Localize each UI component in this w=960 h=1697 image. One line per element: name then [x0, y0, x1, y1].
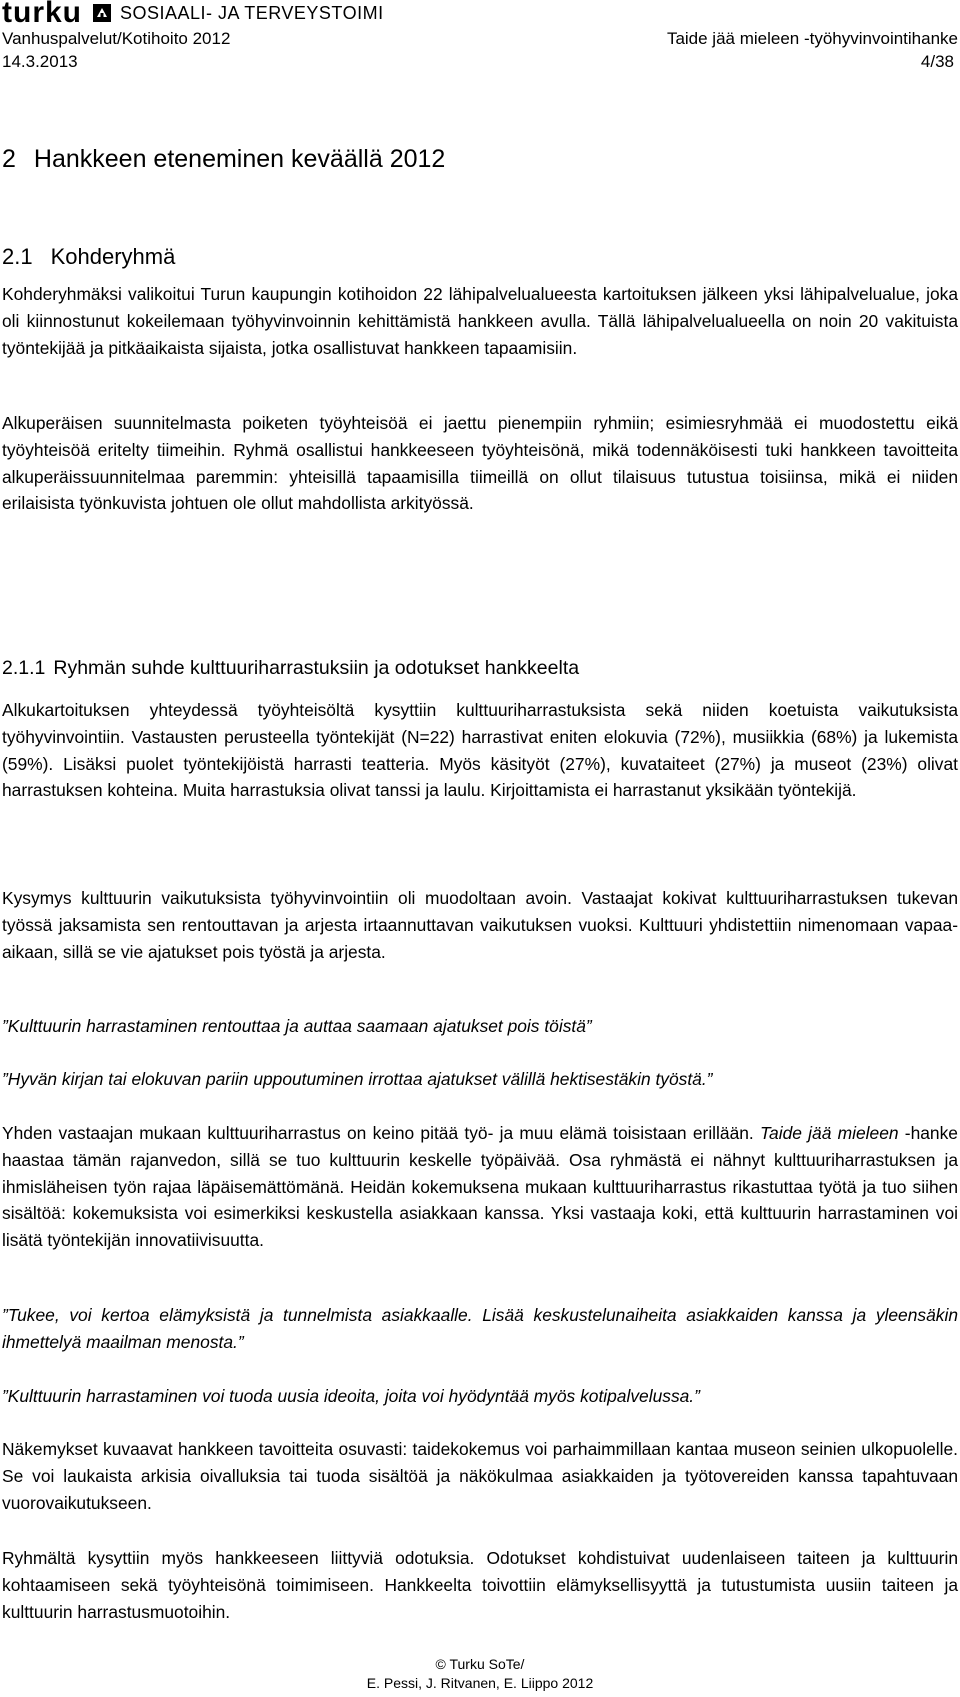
subsubsection-heading [2, 657, 579, 680]
section-title: Hankkeen eteneminen keväällä 2012 [33, 145, 446, 173]
city-emblem-icon [92, 3, 112, 23]
subsubsection-title: Ryhmän suhde kulttuuriharrastuksiin ja odotukset hankkeelta [53, 657, 580, 679]
body-paragraph: Kohderyhmäksi valikoitui Turun kaupungin kotihoidon 22 lähipalvelualueesta kartoituksen jälkeen yksi lähipalvelualue, joka oli kiinnostunut kokeilemaan työhyvinvoinnin kehittämistä hankkeen avulla. Tällä lähipalvelualueella on noin 20 vakituista työntekijää ja pitkäaikaista sijaista, jotka osallistuvat hankkeen tapaamisiin. [2, 284, 958, 358]
header-logo [0, 0, 440, 29]
footer-authors: E. Pessi, J. Ritvanen, E. Liippo 2012 [366, 1675, 594, 1691]
quote: ”Kulttuurin harrastaminen voi tuoda uusia ideoita, joita voi hyödyntää myös kotipalvelussa.” [2, 1386, 700, 1406]
project-name-emphasis: Taide jää mieleen [760, 1123, 899, 1143]
quote: ”Hyvän kirjan tai elokuvan pariin uppoutuminen irrottaa ajatukset välillä hektisestäkin työstä.” [2, 1069, 713, 1089]
org-name: SOSIAALI- JA TERVEYSTOIMI [120, 3, 384, 23]
header-date: 14.3.2013 [2, 52, 78, 71]
body-paragraph: Alkuperäisen suunnitelmasta poiketen työyhteisöä ei jaettu pienempiin ryhmiin; esimiesryhmää ei muodostettu eikä työyhteisöä eritelty tiimeihin. Ryhmä osallistui hankkeeseen työyhteisönä, mikä todennäköisesti tuki hankkeen tavoitteita alkuperäissuunnitelmaa paremmin: yhteisillä tapaamisilla tiimeillä on ollut tilaisuus tutustua toisiinsa, mikä ei niiden erilaisista työnkuvista johtuen ole ollut mahdollista arkityössä. [2, 413, 958, 514]
page-number: 4/38 [920, 52, 954, 71]
header-project: Taide jää mieleen -työhyvinvointihanke [666, 29, 958, 48]
subsection-title: Kohderyhmä [50, 244, 176, 269]
subsection-number: 2.1 [2, 244, 33, 269]
body-paragraph: Kysymys kulttuurin vaikutuksista työhyvinvointiin oli muodoltaan avoin. Vastaajat kokivat kulttuuriharrastuksen tukevan työssä jaksamista sen rentouttavan ja arjesta irtaannuttavan vaikutuksen vuoksi. Kulttuuri yhdistettiin nimenomaan vapaa-aikaan, sillä se vie ajatukset pois työstä ja arjesta. [2, 888, 958, 962]
body-paragraph: Näkemykset kuvaavat hankkeen tavoitteita osuvasti: taidekokemus voi parhaimmillaan kantaa museon seinien ulkopuolelle. Se voi laukaista arkisia oivalluksia tai tuoda sisältöä ja näkökulmaa asiakkaiden ja työtovereiden kanssa tapahtuvaan vuorovaikutukseen. [2, 1439, 958, 1513]
text-run: Yhden vastaajan mukaan kulttuuriharrastus on keino pitää työ- ja muu elämä toisistaan erillään. [2, 1123, 761, 1143]
header-unit: Vanhuspalvelut/Kotihoito 2012 [2, 29, 231, 48]
text-run: -hanke haastaa tämän rajanvedon, sillä se tuo kulttuurin keskelle työpäivää. Osa ryhmästä ei nähnyt kulttuuriharrastuksen ja ihmisläheisen työn rajaa läpäisemättömänä. Heidän kokemuksena mukaan kulttuuriharrastus rikastuttaa työtä ja tuo siihen sisältöä: kokemuksista voi esimerkiksi keskustella asiakkaan kanssa. Yksi vastaaja koki, että kulttuurin harrastaminen voi lisätä työntekijän innovatiivisuutta. [2, 1123, 958, 1251]
body-paragraph [2, 1120, 958, 1254]
section-heading [2, 145, 445, 174]
turku-logo-wordmark: turku [2, 0, 82, 29]
section-number: 2 [2, 145, 16, 173]
quote: ”Kulttuurin harrastaminen rentouttaa ja auttaa saamaan ajatukset pois töistä” [2, 1016, 592, 1036]
footer-copyright: © Turku SoTe/ [435, 1656, 525, 1672]
subsection-heading [2, 244, 175, 270]
subsubsection-number: 2.1.1 [2, 657, 46, 679]
body-paragraph: Ryhmältä kysyttiin myös hankkeeseen liittyviä odotuksia. Odotukset kohdistuivat uudenlaiseen taiteen ja kulttuurin kohtaamiseen sekä työyhteisönä toimimiseen. Hankkeelta toivottiin elämyksellisyyttä ja tutustumista uusiin taiteen ja kulttuurin harrastusmuotoihin. [2, 1548, 958, 1622]
body-paragraph: Alkukartoituksen yhteydessä työyhteisöltä kysyttiin kulttuuriharrastuksista sekä niiden koetuista vaikutuksista työhyvinvointiin. Vastausten perusteella työntekijät (N=22) harrastivat eniten elokuvia (72%), musiikkia (68%) ja lukemista (59%). Lisäksi puolet työntekijöistä harrasti teatteria. Myös käsityöt (27%), kuvataiteet (27%) ja museot (23%) olivat harrastuksen kohteina. Muita harrastuksia olivat tanssi ja laulu. Kirjoittamista ei harrastanut yksikään työntekijä. [2, 700, 958, 801]
quote: ”Tukee, voi kertoa elämyksistä ja tunnelmista asiakkaalle. Lisää keskustelunaiheita asiakkaiden kanssa ja yleensäkin ihmettelyä maailman menosta.” [2, 1305, 958, 1352]
